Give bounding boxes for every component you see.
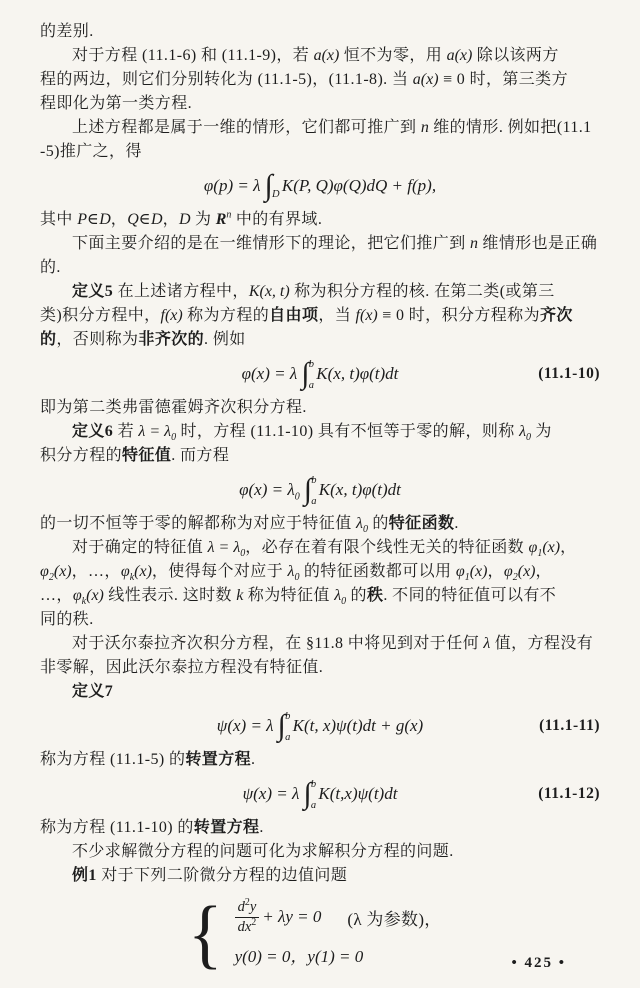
- equation-lhs: φ(x) = λ: [241, 364, 298, 383]
- text-line-t11b: 非零解，因此沃尔泰拉方程没有特征值.: [40, 659, 324, 676]
- text-line-t2c: 程即化为第一类方程.: [40, 95, 193, 112]
- text-line-t6b: 类)积分方程中，f(x) 称为方程的自由项，当 f(x) ≡ 0 时，积分方程称为齐次: [40, 307, 573, 324]
- equation-number: (11.1-10): [538, 365, 600, 382]
- text-line-t4: 其中 P∈D，Q∈D，D 为 $R^n$ 中的有界域.: [40, 209, 323, 228]
- system-row-ode: $\frac{d^2y}{dx^2}$ + λy = 0 (λ 为参数)，: [235, 899, 442, 935]
- equation-lhs: ψ(x) = λ: [242, 784, 300, 803]
- integral-sign: ∫ b a: [301, 357, 315, 391]
- text-line-t10a: 对于确定的特征值 $\lambda = \lambda_0$，必存在着有限个线性无关的特征函数 $\varphi_1(x)$，: [72, 539, 577, 560]
- equation-lhs: ψ(x) = λ: [216, 716, 274, 735]
- text-line-t14: 称为方程 (11.1-10) 的转置方程.: [40, 819, 264, 836]
- integral-sign: ∫ b a: [303, 473, 317, 507]
- equation-body: K(x, t)φ(t)dt: [316, 364, 399, 383]
- equation-11-1-11: [40, 706, 600, 746]
- equation-lambda0: [40, 470, 600, 510]
- text-line-t2b: 程的两边，则它们分别转化为 (11.1-5)，(11.1-8). 当 a(x) ≡ 0 时，第三类方: [40, 71, 568, 88]
- fraction-d2y-dx2: $\frac{d^2y}{dx^2}$: [235, 899, 260, 935]
- page-number: • 425 •: [511, 955, 566, 971]
- equation-phi-p: [40, 166, 600, 206]
- equation-body: K(t,x)ψ(t)dt: [318, 784, 398, 803]
- text-line-t7: 即为第二类弗雷德霍姆齐次积分方程.: [40, 399, 307, 416]
- equation-11-1-12: [40, 774, 600, 814]
- left-brace: {: [188, 889, 223, 977]
- integral-sign: ∫ D: [264, 169, 280, 202]
- text-line-t9: 的一切不恒等于零的解都称为对应于特征值 $\lambda_0$ 的特征函数.: [40, 515, 459, 536]
- text-line-t16: 例1 对于下列二阶微分方程的边值问题: [72, 867, 348, 884]
- text-line-t3a: 上述方程都是属于一维的情形，它们都可推广到 n 维的情形. 例如把(11.1: [72, 119, 592, 136]
- system-row-boundary: y(0) = 0，y(1) = 0: [234, 947, 364, 967]
- parameter-note: (λ 为参数)，: [347, 909, 442, 929]
- equation-body: K(t, x)ψ(t)dt + g(x): [292, 716, 424, 735]
- integral-sign: ∫ b a: [303, 777, 317, 811]
- equation-lhs: $\varphi(x) = \lambda_0$: [239, 480, 300, 503]
- text-line-t8a: 定义6 若 $\lambda = \lambda_0$ 时，方程 (11.1-10) 具有不恒等于零的解，则称 $\lambda_0$ 为: [72, 423, 552, 444]
- text-line-t8b: 积分方程的特征值. 而方程: [40, 447, 230, 464]
- text-line-t6a: 定义5 在上述诸方程中，K(x, t) 称为积分方程的核. 在第二类(或第三: [72, 283, 555, 300]
- text-line-t12: 定义7: [72, 683, 114, 700]
- text-line-t2a: 对于方程 (11.1-6) 和 (11.1-9)，若 a(x) 恒不为零，用 a(x) 除以该两方: [72, 47, 559, 64]
- text-line-t10d: 同的秩.: [40, 611, 94, 628]
- equation-11-1-10: [40, 354, 600, 394]
- text-line-t1: 的差别.: [40, 23, 94, 40]
- equation-number: (11.1-11): [539, 717, 600, 734]
- text-line-t3b: -5)推广之，得: [40, 143, 142, 160]
- equation-body: K(x, t)φ(t)dt: [318, 480, 401, 499]
- text-line-t10b: $\varphi_2(x)$，…，$\varphi_k(x)$，使得每个对应于 $\lambda_0$ 的特征函数都可以用 $\varphi_1(x)$，$\varphi_2(x)$，: [40, 563, 552, 584]
- text-line-t6c: 的，否则称为非齐次的. 例如: [40, 331, 246, 348]
- text-line-t15: 不少求解微分方程的问题可化为求解积分方程的问题.: [72, 843, 454, 860]
- text-line-t5b: 的.: [40, 259, 61, 276]
- text-line-t11a: 对于沃尔泰拉齐次积分方程，在 §11.8 中将见到对于任何 λ 值，方程没有: [72, 635, 594, 652]
- text-line-t5a: 下面主要介绍的是在一维情形下的理论，把它们推广到 n 维情形也是正确: [72, 235, 598, 252]
- text-line-t13: 称为方程 (11.1-5) 的转置方程.: [40, 751, 256, 768]
- equation-body: K(P, Q)φ(Q)dQ + f(p),: [281, 176, 437, 195]
- integral-sign: ∫ b a: [277, 709, 291, 743]
- equation-number: (11.1-12): [538, 785, 600, 802]
- equation-lhs: φ(p) = λ: [203, 176, 261, 195]
- text-line-t10c: …，$\varphi_k(x)$ 线性表示. 这时数 k 称为特征值 $\lambda_0$ 的秩. 不同的特征值可以有不: [40, 587, 557, 608]
